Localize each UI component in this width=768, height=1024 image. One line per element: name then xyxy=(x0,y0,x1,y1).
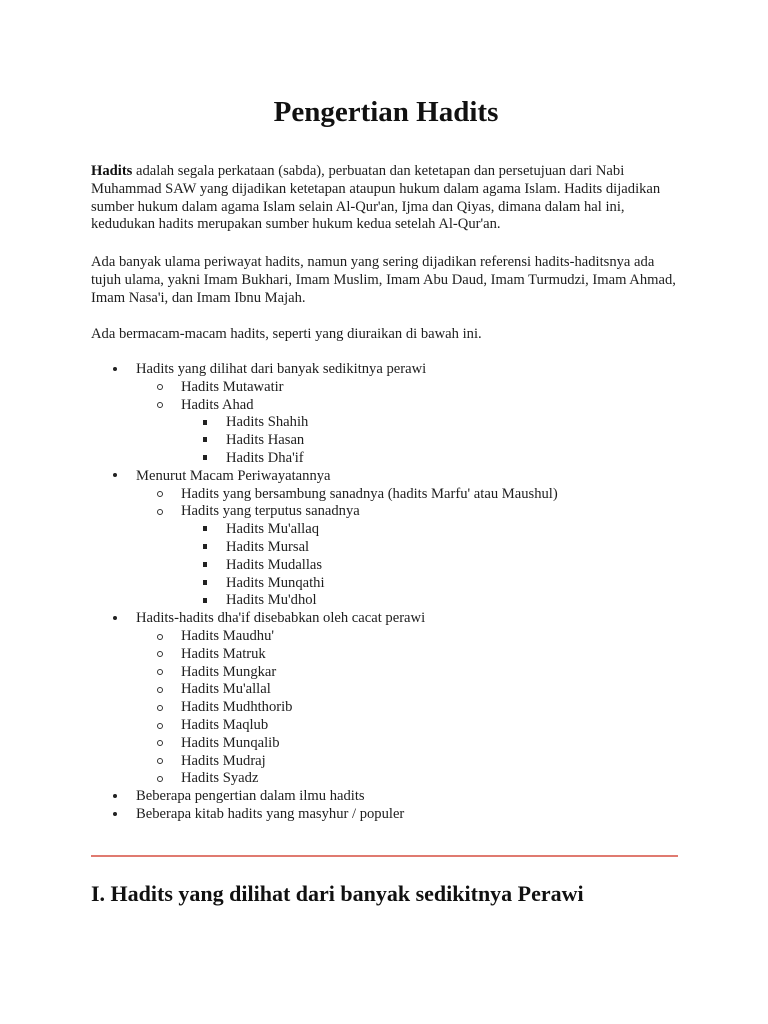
bullet-disc-icon xyxy=(109,788,121,806)
list-item xyxy=(91,610,681,628)
list-item xyxy=(91,664,681,682)
list-item xyxy=(91,379,681,397)
bullet-disc-icon xyxy=(109,468,121,486)
bullet-square-icon xyxy=(199,575,211,593)
bullet-circle-icon xyxy=(154,664,166,682)
bullet-circle-icon xyxy=(154,503,166,521)
list-item-text: Hadits Hasan xyxy=(226,432,305,449)
section-divider xyxy=(91,855,678,857)
list-item xyxy=(91,628,681,646)
section-heading: I. Hadits yang dilihat dari banyak sedikitnya Perawi xyxy=(91,881,584,906)
list-item-text: Menurut Macam Periwayatannya xyxy=(136,467,331,484)
types-intro-paragraph: Ada bermacam-macam hadits, seperti yang diuraikan di bawah ini. xyxy=(91,326,482,342)
bullet-circle-icon xyxy=(154,397,166,415)
list-item-text: Hadits Munqathi xyxy=(226,574,325,591)
list-item xyxy=(91,717,681,735)
list-item-text: Hadits yang terputus sanadnya xyxy=(181,503,360,520)
intro-text: adalah segala perkataan (sabda), perbuatan dan ketetapan dan persetujuan dari Nabi Muhammad SAW yang dijadikan ketetapan ataupun hukum dalam agama Islam. Hadits dijadikan sumber hukum dalam agama Islam selain Al-Qur'an, Ijma dan Qiyas, dimana dalam hal ini, kedudukan hadits merupakan sumber hukum kedua setelah Al-Qur'an. xyxy=(91,163,661,233)
list-item-text: Hadits yang bersambung sanadnya (hadits Marfu' atau Maushul) xyxy=(181,485,558,502)
intro-paragraph xyxy=(91,163,681,234)
list-item xyxy=(91,806,681,824)
list-item-text: Hadits Mudallas xyxy=(226,556,323,573)
list-item xyxy=(91,788,681,806)
list-item xyxy=(91,432,681,450)
bullet-square-icon xyxy=(199,539,211,557)
intro-term: Hadits xyxy=(91,163,133,179)
list-item-text: Hadits Mu'dhol xyxy=(226,592,317,609)
bullet-circle-icon xyxy=(154,753,166,771)
list-item-text: Hadits Munqalib xyxy=(181,734,280,751)
bullet-square-icon xyxy=(199,557,211,575)
list-item xyxy=(91,646,681,664)
list-item-text: Hadits Matruk xyxy=(181,645,266,662)
bullet-disc-icon xyxy=(109,361,121,379)
list-item xyxy=(91,397,681,415)
list-item-text: Hadits Dha'if xyxy=(226,449,304,466)
list-item xyxy=(91,557,681,575)
bullet-circle-icon xyxy=(154,735,166,753)
list-item xyxy=(91,414,681,432)
list-item xyxy=(91,361,681,379)
bullet-circle-icon xyxy=(154,681,166,699)
page-title: Pengertian Hadits xyxy=(273,96,499,128)
list-item xyxy=(91,575,681,593)
list-item xyxy=(91,753,681,771)
list-item xyxy=(91,699,681,717)
list-item-text: Hadits Shahih xyxy=(226,414,309,431)
list-item-text: Hadits Maudhu' xyxy=(181,627,275,644)
list-item-text: Hadits Mu'allaq xyxy=(226,521,320,538)
bullet-circle-icon xyxy=(154,628,166,646)
bullet-disc-icon xyxy=(109,610,121,628)
ulama-paragraph: Ada banyak ulama periwayat hadits, namun yang sering dijadikan referensi hadits-haditsnya ada tujuh ulama, yakni Imam Bukhari, Imam Muslim, Imam Abu Daud, Imam Turmudzi, Imam Ahmad, Imam Nasa'i, dan Imam Ibnu Majah. xyxy=(91,254,676,306)
hadits-types-list xyxy=(91,361,681,824)
bullet-disc-icon xyxy=(109,806,121,824)
list-item-text: Hadits Mungkar xyxy=(181,663,277,680)
list-item xyxy=(91,486,681,504)
bullet-circle-icon xyxy=(154,717,166,735)
list-item-text: Hadits Ahad xyxy=(181,396,254,413)
bullet-circle-icon xyxy=(154,770,166,788)
list-item-text: Beberapa pengertian dalam ilmu hadits xyxy=(136,788,365,805)
list-item xyxy=(91,735,681,753)
bullet-square-icon xyxy=(199,592,211,610)
bullet-circle-icon xyxy=(154,646,166,664)
list-item-text: Hadits Maqlub xyxy=(181,716,269,733)
bullet-square-icon xyxy=(199,450,211,468)
list-item-text: Beberapa kitab hadits yang masyhur / populer xyxy=(136,805,405,822)
list-item xyxy=(91,503,681,521)
bullet-square-icon xyxy=(199,414,211,432)
bullet-circle-icon xyxy=(154,379,166,397)
list-item-text: Hadits yang dilihat dari banyak sedikitnya perawi xyxy=(136,361,427,377)
list-item xyxy=(91,450,681,468)
list-item-text: Hadits Mudraj xyxy=(181,752,266,769)
list-item xyxy=(91,592,681,610)
list-item-text: Hadits Mursal xyxy=(226,538,310,555)
list-item-text: Hadits-hadits dha'if disebabkan oleh cacat perawi xyxy=(136,610,426,627)
list-item xyxy=(91,521,681,539)
bullet-circle-icon xyxy=(154,699,166,717)
list-item xyxy=(91,468,681,486)
list-item-text: Hadits Syadz xyxy=(181,770,259,787)
list-item-text: Hadits Mudhthorib xyxy=(181,699,293,716)
list-item-text: Hadits Mu'allal xyxy=(181,681,271,698)
list-item xyxy=(91,770,681,788)
bullet-square-icon xyxy=(199,521,211,539)
bullet-square-icon xyxy=(199,432,211,450)
list-item xyxy=(91,681,681,699)
list-item-text: Hadits Mutawatir xyxy=(181,378,284,395)
bullet-circle-icon xyxy=(154,486,166,504)
list-item xyxy=(91,539,681,557)
